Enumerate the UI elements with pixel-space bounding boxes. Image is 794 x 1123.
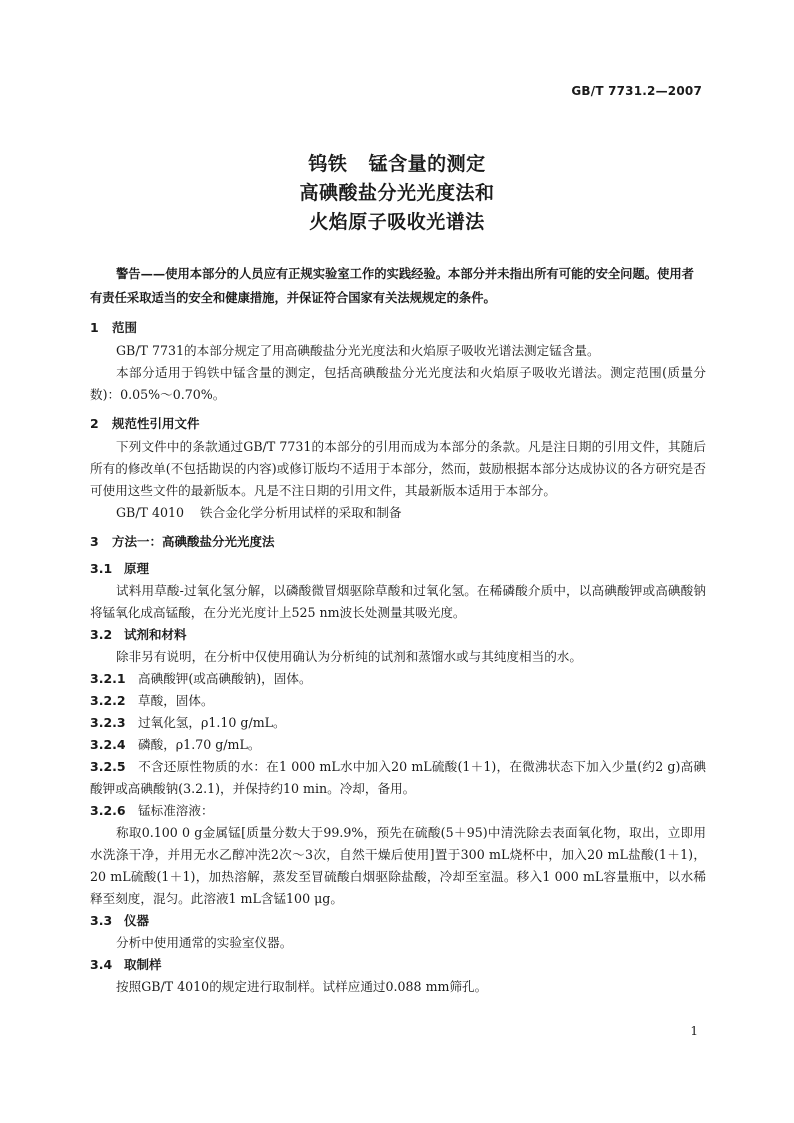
section-2-heading — [90, 412, 706, 436]
item-number: 3.2.6 — [90, 803, 126, 818]
subsection-number: 3.2 — [90, 627, 113, 642]
section-title: 范围 — [112, 320, 138, 335]
section-3-heading — [90, 530, 706, 554]
subsection-number: 3.1 — [90, 561, 113, 576]
reference-title: 铁合金化学分析用试样的采取和制备 — [200, 505, 402, 520]
section-1-paragraph-2: 本部分适用于钨铁中锰含量的测定，包括高碘酸盐分光光度法和火焰原子吸收光谱法。测定范围(质量分数)：0.05%～0.70%。 — [90, 365, 706, 402]
item-text: 不含还原性物质的水：在1 000 mL水中加入20 mL硫酸(1＋1)，在微沸状态下加入少量(约2 g)高碘酸钾或高碘酸钠(3.2.1)，并保持约10 min。冷却，备用。 — [90, 759, 706, 796]
item-text: 磷酸，ρ1.70 g/mL。 — [138, 737, 261, 752]
reference-code: GB/T 4010 — [116, 505, 185, 520]
standard-code: GB/T 7731.2—2007 — [571, 84, 702, 98]
item-3-2-6 — [90, 800, 706, 822]
item-number: 3.2.4 — [90, 737, 126, 752]
title-line-3: 火焰原子吸收光谱法 — [309, 211, 485, 233]
item-3-2-1 — [90, 668, 706, 690]
subsection-3-2-text: 除非另有说明，在分析中仅使用确认为分析纯的试剂和蒸馏水或与其纯度相当的水。 — [116, 649, 582, 664]
subsection-title: 取制样 — [124, 957, 162, 972]
item-3-2-6-body: 称取0.100 0 g金属锰[质量分数大于99.9%，预先在硫酸(5＋95)中清洗除去表面氧化物，取出，立即用水洗涤干净，并用无水乙醇冲洗2次～3次，自然干燥后使用]置于300 mL烧杯中，加入20 mL盐酸(1＋1)，20 mL硫酸(1＋1)，加热溶解，蒸发至冒硫酸白烟驱除盐酸，冷却至室温。移入1 000 mL容量瓶中，以水稀释至刻度，混匀。此溶液1 mL含锰100 μg。 — [90, 825, 706, 906]
subsection-3-3-text: 分析中使用通常的实验室仪器。 — [116, 935, 293, 950]
item-3-2-5 — [90, 756, 706, 800]
section-number: 1 — [90, 320, 99, 335]
title-line-1: 钨铁 锰含量的测定 — [308, 153, 486, 175]
item-text: 草酸，固体。 — [138, 693, 214, 708]
subsection-3-1-heading — [90, 558, 706, 580]
subsection-3-4-text: 按照GB/T 4010的规定进行取制样。试样应通过0.088 mm筛孔。 — [116, 979, 488, 994]
title-line-2: 高碘酸盐分光光度法和 — [299, 182, 495, 204]
item-text: 锰标准溶液： — [138, 803, 214, 818]
page-number: 1 — [690, 1024, 698, 1038]
item-number: 3.2.5 — [90, 759, 126, 774]
document-body — [90, 262, 706, 998]
section-number: 2 — [90, 416, 99, 431]
subsection-title: 试剂和材料 — [124, 627, 187, 642]
section-2-paragraph: 下列文件中的条款通过GB/T 7731的本部分的引用而成为本部分的条款。凡是注日期的引用文件，其随后所有的修改单(不包括勘误的内容)或修订版均不适用于本部分，然而，鼓励根据本部分达成协议的各方研究是否可使用这些文件的最新版本。凡是不注日期的引用文件，其最新版本适用于本部分。 — [90, 439, 706, 498]
subsection-title: 原理 — [124, 561, 150, 576]
subsection-3-2-heading — [90, 624, 706, 646]
subsection-3-3-heading — [90, 910, 706, 932]
section-title: 方法一：高碘酸盐分光光度法 — [112, 534, 275, 549]
subsection-3-1-text: 试料用草酸-过氧化氢分解，以磷酸微冒烟驱除草酸和过氧化氢。在稀磷酸介质中，以高碘酸钾或高碘酸钠将锰氧化成高锰酸，在分光光度计上525 nm波长处测量其吸光度。 — [90, 583, 706, 620]
item-text: 高碘酸钾(或高碘酸钠)，固体。 — [138, 671, 312, 686]
subsection-number: 3.3 — [90, 913, 113, 928]
item-number: 3.2.1 — [90, 671, 126, 686]
section-title: 规范性引用文件 — [112, 416, 200, 431]
section-number: 3 — [90, 534, 99, 549]
item-text: 过氧化氢，ρ1.10 g/mL。 — [138, 715, 286, 730]
subsection-number: 3.4 — [90, 957, 113, 972]
item-3-2-2 — [90, 690, 706, 712]
subsection-3-4-heading — [90, 954, 706, 976]
item-3-2-3 — [90, 712, 706, 734]
section-1-heading — [90, 316, 706, 340]
subsection-title: 仪器 — [124, 913, 150, 928]
item-number: 3.2.3 — [90, 715, 126, 730]
document-title — [0, 150, 794, 237]
item-3-2-4 — [90, 734, 706, 756]
normative-reference — [90, 502, 706, 524]
item-number: 3.2.2 — [90, 693, 126, 708]
warning-paragraph: 警告——使用本部分的人员应有正规实验室工作的实践经验。本部分并未指出所有可能的安全问题。使用者有责任采取适当的安全和健康措施，并保证符合国家有关法规规定的条件。 — [90, 267, 694, 305]
section-1-paragraph-1: GB/T 7731的本部分规定了用高碘酸盐分光光度法和火焰原子吸收光谱法测定锰含量。 — [116, 343, 600, 358]
